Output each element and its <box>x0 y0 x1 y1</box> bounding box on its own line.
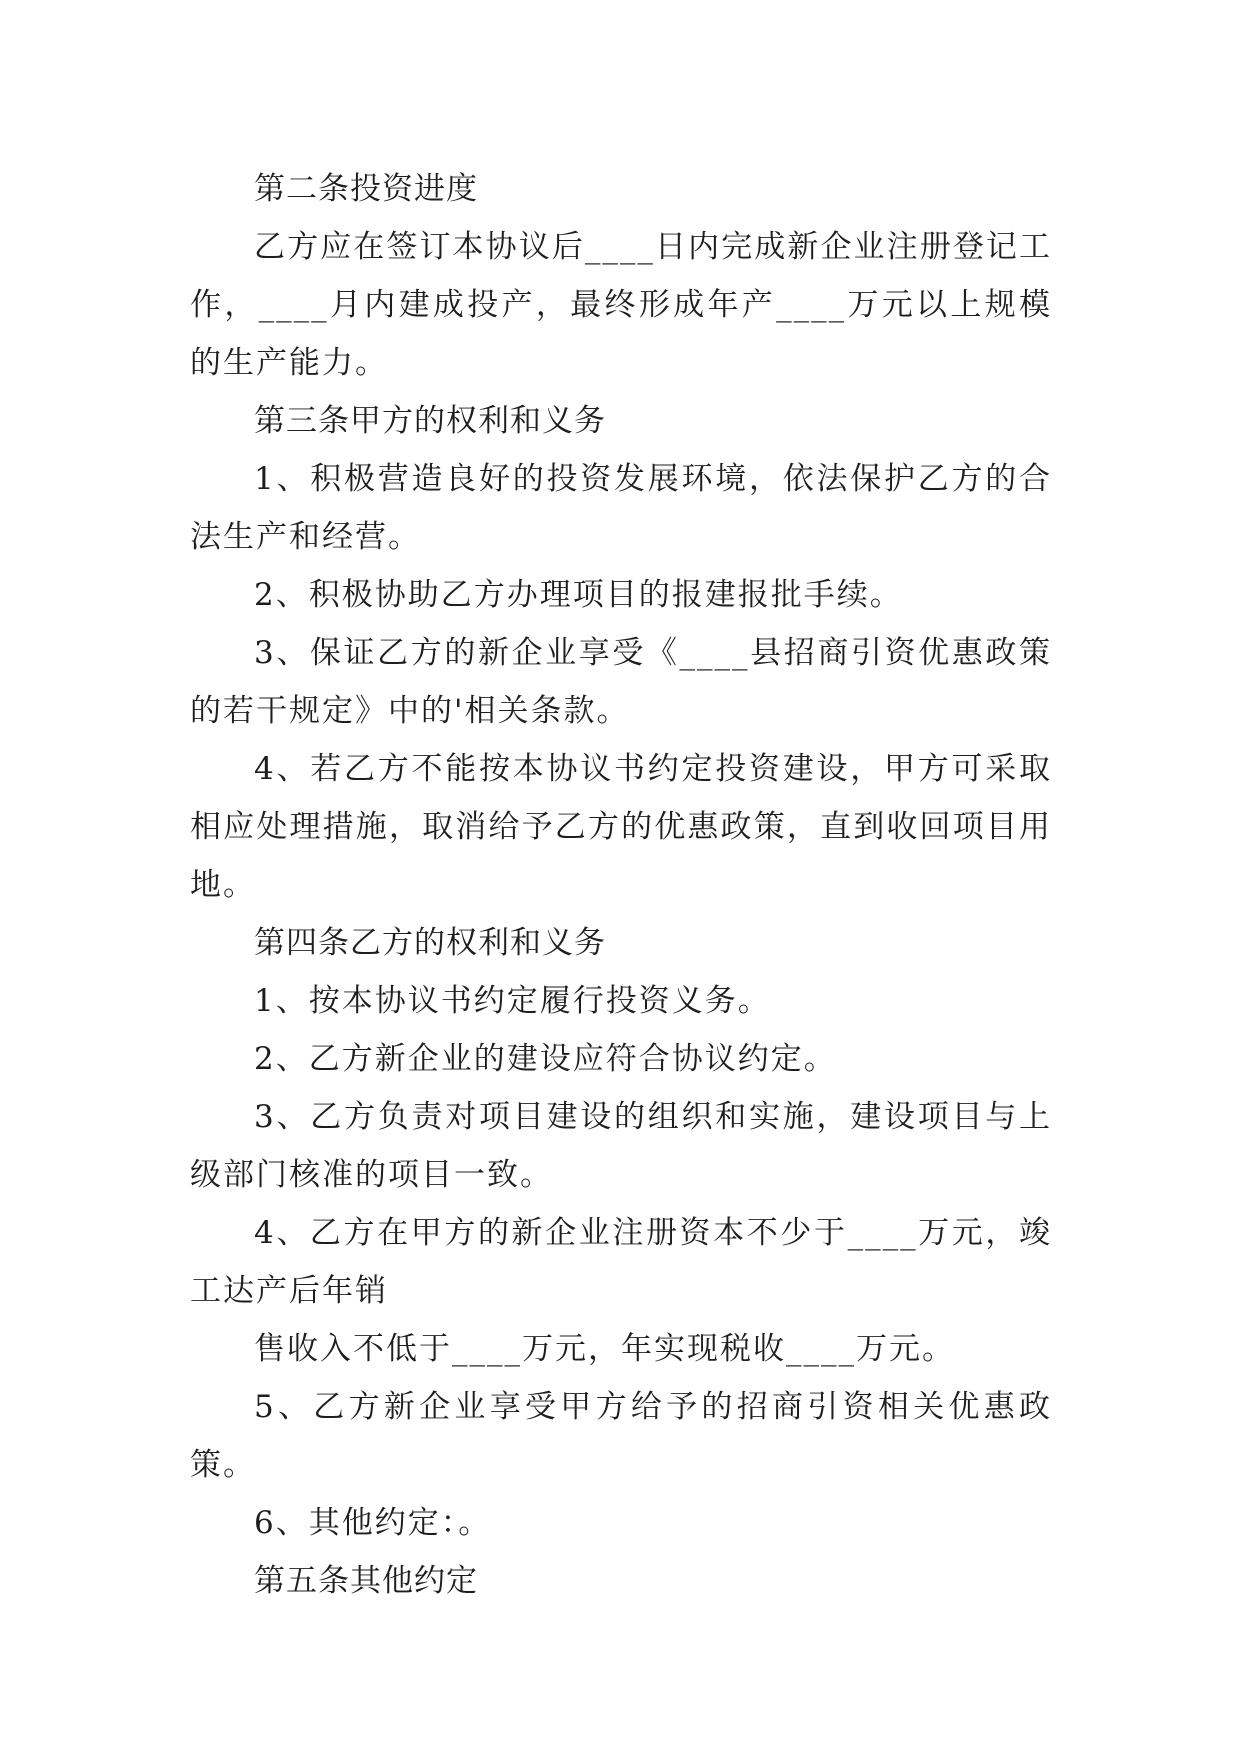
party-b-clause-4-continued: 售收入不低于____万元，年实现税收____万元。 <box>254 1331 955 1367</box>
party-a-clause-2: 2、积极协助乙方办理项目的报建报批手续。 <box>254 577 903 613</box>
party-a-clause-1: 1、积极营造良好的投资发展环境，依法保护乙方的合法生产和经营。 <box>190 461 1052 555</box>
party-a-clause-3: 3、保证乙方的新企业享受《____县招商引资优惠政策的若干规定》中的'相关条款。 <box>190 635 1052 729</box>
paragraph-investment-schedule: 乙方应在签订本协议后____日内完成新企业注册登记工作，____月内建成投产，最终形成年产____万元以上规模的生产能力。 <box>190 229 1052 381</box>
section-heading-investment-schedule: 第二条投资进度 <box>254 171 478 207</box>
party-b-clause-6: 6、其他约定：。 <box>254 1505 492 1541</box>
party-b-clause-1: 1、按本协议书约定履行投资义务。 <box>254 983 771 1019</box>
section-heading-other-agreements: 第五条其他约定 <box>254 1563 478 1599</box>
party-b-clause-4: 4、乙方在甲方的新企业注册资本不少于____万元，竣工达产后年销 <box>190 1215 1052 1309</box>
party-b-clause-3: 3、乙方负责对项目建设的组织和实施，建设项目与上级部门核准的项目一致。 <box>190 1099 1052 1193</box>
document-page <box>190 160 1052 1610</box>
party-a-clause-4: 4、若乙方不能按本协议书约定投资建设，甲方可采取相应处理措施，取消给予乙方的优惠政策，直到收回项目用地。 <box>190 751 1052 903</box>
section-heading-party-b-rights: 第四条乙方的权利和义务 <box>254 925 606 961</box>
party-b-clause-2: 2、乙方新企业的建设应符合协议约定。 <box>254 1041 837 1077</box>
party-b-clause-5: 5、乙方新企业享受甲方给予的招商引资相关优惠政策。 <box>190 1389 1052 1483</box>
section-heading-party-a-rights: 第三条甲方的权利和义务 <box>254 403 606 439</box>
